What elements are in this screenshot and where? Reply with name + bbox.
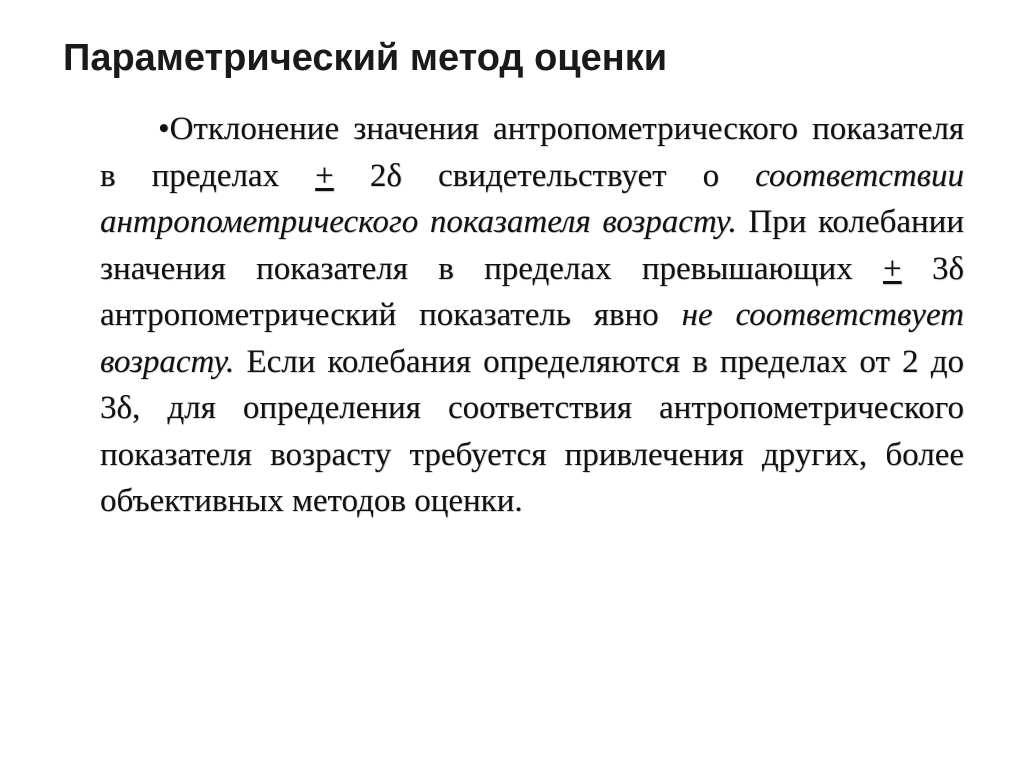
plus-minus-sign: + bbox=[315, 157, 334, 194]
bullet-marker: • bbox=[158, 111, 170, 147]
slide-title: Параметрический метод оценки bbox=[63, 37, 668, 79]
bullet-paragraph bbox=[100, 106, 964, 525]
italic-segment-1: соответствии антропометрического показателя возрасту. bbox=[100, 157, 964, 240]
text-segment-4: 3δ антропометрический показатель явно bbox=[100, 250, 964, 333]
plus-minus-sign: + bbox=[883, 250, 902, 287]
text-segment-2: 2δ свидетельствует о bbox=[333, 157, 756, 194]
text-segment-1: Отклонение значения антропометрического показателя в пределах bbox=[100, 111, 964, 194]
italic-segment-2: не соответствует возрасту. bbox=[100, 297, 964, 380]
text-segment-5: Если колебания определяются в пределах от 2 до 3δ, для определения соответствия антропометрического показателя возрасту требуется привлечения других, более объективных методов оценки. bbox=[100, 343, 964, 519]
text-segment-3: При колебании значения показателя в пределах превышающих bbox=[100, 204, 964, 287]
